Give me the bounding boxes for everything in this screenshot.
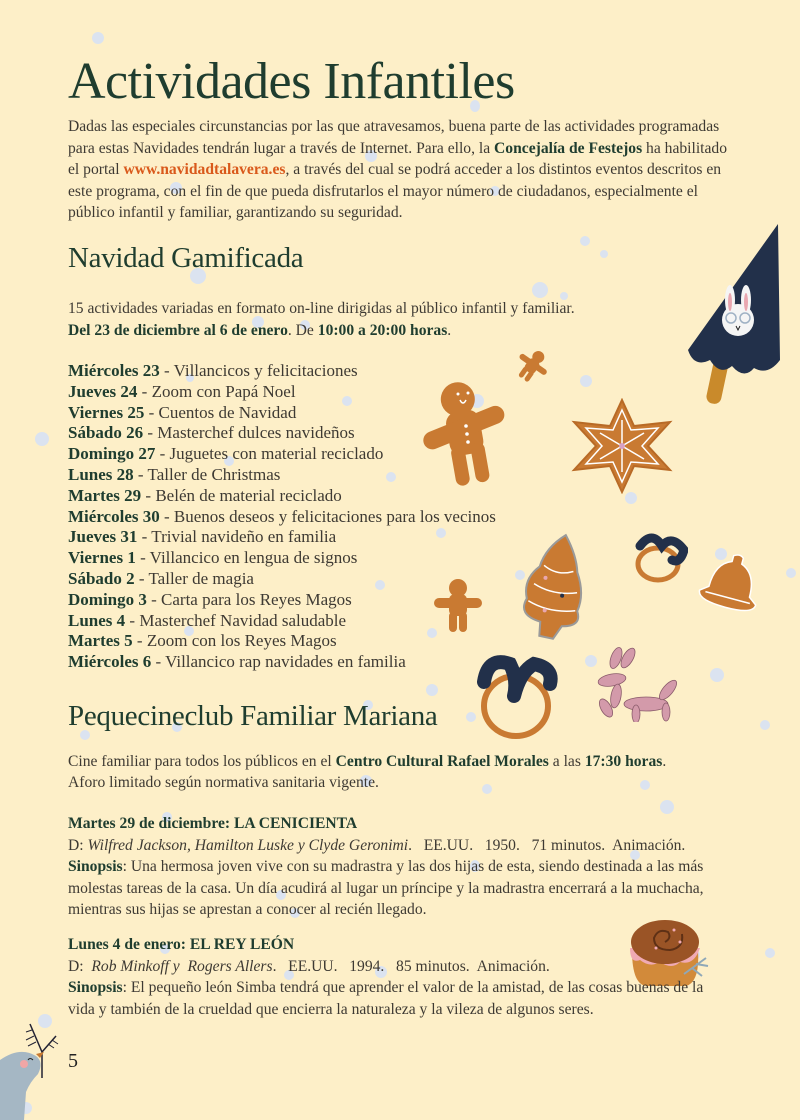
activity-name: - Villancico en lengua de signos	[135, 548, 358, 568]
activity-day: Jueves 31	[68, 527, 138, 547]
list-item	[68, 507, 496, 528]
gamificada-dates-mid: . De	[287, 321, 318, 339]
director-prefix: D:	[68, 957, 92, 975]
film-director: Wilfred Jackson, Hamilton Luske y Clyde Geronimi	[87, 836, 409, 854]
list-item	[68, 403, 496, 424]
film-entry-rey-leon	[68, 934, 748, 1020]
small-pretzel-illustration	[632, 530, 688, 586]
intro-text-2: ha habilitado el portal	[68, 139, 728, 178]
activity-day: Sábado 2	[68, 568, 135, 588]
film-credits	[68, 956, 748, 978]
list-item	[68, 611, 496, 632]
cineclub-time: 17:30 horas	[584, 753, 663, 770]
activity-day: Lunes 4	[68, 610, 126, 630]
film-entry-cenicienta	[68, 813, 748, 921]
synopsis-text: : Una hermosa joven vive con su madrastra y las dos hijas de esta, siendo destinada a las más molestas tareas de la casa. Un día acudirá al lugar un príncipe y la madrastra encerrará a la muchacha, mientras sus hijas se aprestan a conocer al recién llegado.	[68, 858, 704, 918]
small-gingerbread-illustration	[512, 348, 552, 384]
film-credits	[68, 835, 748, 857]
film-synopsis	[68, 856, 748, 921]
activity-day: Miércoles 30	[68, 506, 160, 526]
list-item	[68, 423, 496, 444]
activity-day: Martes 5	[68, 631, 133, 651]
intro-text-3: , a través del cual se podrá acceder a los distintos eventos descritos en este programa, con el fin de que pueda disfrutarlos el mayor número de ciudadanos, especialmente el público infantil y familiar, garantizando su seguridad.	[68, 161, 722, 221]
film-details: . EE.UU. 1950. 71 minutos. Animación.	[408, 836, 686, 854]
gamificada-hours: 10:00 a 20:00 horas	[317, 321, 448, 339]
synopsis-label: Sinopsis	[68, 979, 123, 996]
list-item	[68, 590, 496, 611]
director-prefix: D:	[68, 836, 88, 854]
bell-cookie-illustration	[698, 552, 764, 618]
activity-name: - Trivial navideño en familia	[137, 527, 337, 547]
list-item	[68, 486, 496, 507]
gamificada-desc-text: 15 actividades variadas en formato on-line dirigidas al público infantil y familiar.	[68, 300, 575, 317]
intro-text-1: Dadas las especiales circunstancias por las que atravesamos, buena parte de las actividades programadas para estas Navidades tendrán lugar a través de Internet. Para ello, la	[68, 118, 720, 157]
list-item	[68, 444, 496, 465]
activity-day: Martes 29	[68, 485, 142, 505]
list-item	[68, 652, 496, 673]
activity-name: - Juguetes con material reciclado	[155, 444, 384, 464]
activity-day: Domingo 27	[68, 444, 156, 464]
intro-paragraph	[68, 116, 740, 224]
concejalia-name: Concejalía de Festejos	[494, 139, 643, 157]
section-heading-cineclub: Pequecineclub Familiar Mariana	[68, 700, 438, 732]
list-item	[68, 548, 496, 569]
film-heading: Martes 29 de diciembre: LA CENICIENTA	[68, 815, 358, 832]
list-item	[68, 527, 496, 548]
film-director: Rob Minkoff y Rogers Allers	[91, 957, 273, 975]
list-item	[68, 631, 496, 652]
activity-name: - Belén de material reciclado	[141, 485, 342, 505]
balloon-dog-illustration	[594, 646, 690, 722]
synopsis-label: Sinopsis	[68, 858, 123, 875]
tree-cookie-illustration	[520, 532, 590, 640]
list-item	[68, 465, 496, 486]
portal-link[interactable]: www.navidadtalavera.es	[123, 161, 286, 178]
gamificada-dates: Del 23 de diciembre al 6 de enero	[68, 321, 288, 339]
activity-name: - Zoom con Papá Noel	[137, 381, 296, 401]
activity-day: Lunes 28	[68, 464, 134, 484]
activities-list	[68, 361, 496, 673]
activity-name: - Zoom con los Reyes Magos	[132, 631, 337, 651]
page-number: 5	[68, 1050, 78, 1072]
list-item	[68, 361, 496, 382]
cineclub-description	[68, 751, 748, 793]
section-heading-gamificada: Navidad Gamificada	[68, 242, 304, 274]
film-details: . EE.UU. 1994. 85 minutos. Animación.	[272, 957, 550, 975]
film-synopsis	[68, 977, 728, 1020]
seal-with-branch-illustration	[0, 1016, 64, 1120]
page-title: Actividades Infantiles	[68, 53, 515, 110]
activity-name: - Villancico rap navidades en familia	[151, 652, 406, 672]
star-cookie-illustration	[570, 398, 674, 494]
activity-day: Sábado 26	[68, 423, 144, 443]
activity-name: - Villancicos y felicitaciones	[159, 361, 358, 380]
activity-day: Jueves 24	[68, 381, 138, 401]
activity-day: Viernes 25	[68, 402, 145, 422]
activity-day: Domingo 3	[68, 589, 147, 609]
activity-name: - Masterchef Navidad saludable	[125, 610, 347, 630]
activity-day: Miércoles 23	[68, 361, 160, 380]
activity-day: Viernes 1	[68, 548, 136, 568]
cineclub-desc-mid: a las	[548, 753, 585, 770]
gamificada-description	[68, 298, 740, 341]
activity-name: - Buenos deseos y felicitaciones para los vecinos	[159, 506, 496, 526]
activity-day: Miércoles 6	[68, 652, 152, 672]
activity-name: - Cuentos de Navidad	[144, 402, 297, 422]
cineclub-desc-end: .	[662, 753, 667, 770]
cineclub-capacity-note: Aforo limitado según normativa sanitaria vigente.	[68, 774, 379, 791]
film-heading: Lunes 4 de enero: EL REY LEÓN	[68, 936, 295, 953]
cineclub-desc-text: Cine familiar para todos los públicos en el	[68, 753, 336, 770]
list-item	[68, 569, 496, 590]
synopsis-text: : El pequeño león Simba tendrá que aprender el valor de la amistad, de las cosas buenas de la vida y también de la crueldad que encierra la naturaleza y la vileza de algunos seres.	[68, 979, 704, 1018]
activity-name: - Taller de Christmas	[133, 464, 281, 484]
activity-name: - Masterchef dulces navideños	[143, 423, 355, 443]
gamificada-dates-end: .	[447, 321, 452, 339]
cineclub-venue: Centro Cultural Rafael Morales	[335, 753, 549, 770]
activity-name: - Taller de magia	[134, 568, 254, 588]
activity-name: - Carta para los Reyes Magos	[146, 589, 352, 609]
list-item	[68, 382, 496, 403]
